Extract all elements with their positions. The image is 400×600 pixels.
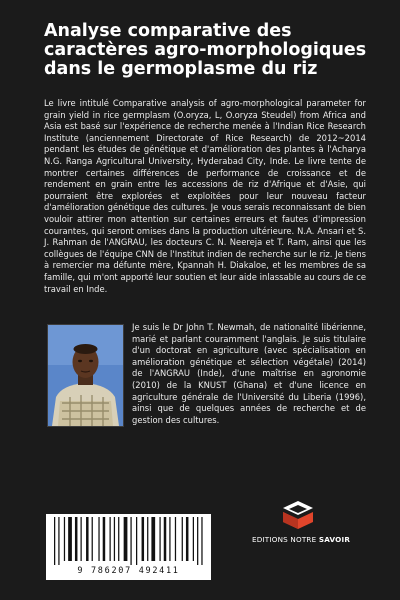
barcode-bar xyxy=(151,517,155,561)
barcode-bar xyxy=(58,517,59,565)
barcode-bar xyxy=(92,517,93,561)
barcode-bar xyxy=(114,517,115,561)
barcode-bar xyxy=(169,517,170,561)
barcode-bar xyxy=(64,517,65,561)
barcode-bar xyxy=(201,517,202,565)
barcode-bar xyxy=(103,517,106,561)
book-title-line: dans le germoplasme du riz xyxy=(44,59,318,79)
barcode-bar xyxy=(147,517,148,561)
publisher-name-prefix: EDITIONS NOTRE xyxy=(252,535,319,544)
author-portrait-icon xyxy=(48,325,123,426)
barcode-bar xyxy=(136,517,137,565)
barcode-bar xyxy=(142,517,145,561)
barcode-bar xyxy=(164,517,167,561)
barcode-bar xyxy=(81,517,82,561)
isbn-number: 9 786207 492411 xyxy=(77,566,180,576)
barcode-bar xyxy=(159,517,160,561)
book-title xyxy=(44,22,374,79)
book-description: Le livre intitulé Comparative analysis of agro-morphological parameter for grain yield in rice germplasm (O.oryza, L, O.oryza Steudel) from Africa and Asia est basé sur l'expérience de recherche menée à l'Indian Rice Research Institute (anciennement Directorate of Rice Research) de 2012~2014 pendant les études de génétique et d'amélioration des plantes à l'Acharya N.G. Ranga Agricultural University, Hyderabad City, Inde. Le livre tente de montrer certaines différences de performance de croissance et de rendement en grain entre les accessions de riz d'Afrique et d'Asie, qui pourraient être explorées et exploitées pour leur nouveau facteur d'amélioration génétique des cultures. Je vous serais reconnaissant de bien vouloir attirer mon attention sur certaines erreurs et fautes d'impression courantes, qui seront omises dans la production ultérieure. N.A. Ansari et S. J. Rahman de l'ANGRAU, les docteurs C. N. Neereja et T. Ram, ainsi que les collègues de l'équipe CNN de l'Institut indien de recherche sur le riz. Je tiens à remercier ma défunte mère, Kpannah H. Diakaloe, et les membres de sa famille, qui m'ont apporté leur soutien et leur aide inlassable au cours de ce travail en Inde. xyxy=(44,98,366,294)
book-title-line: Analyse comparative des xyxy=(44,21,292,41)
barcode-bar xyxy=(186,517,189,561)
publisher-logo xyxy=(252,500,351,552)
barcode-bar xyxy=(197,517,198,565)
barcode-bar xyxy=(193,517,194,561)
publisher-name-highlight: SAVOIR xyxy=(318,535,351,544)
publisher-logo-icon xyxy=(280,500,316,530)
publisher-name xyxy=(252,535,351,544)
author-bio: Je suis le Dr John T. Newmah, de nationalité libérienne, marié et parlant couramment l'anglais. Je suis titulaire d'un doctorat en agriculture (avec spécialisation en amélioration génétique et sélection végétale) (2014) de l'ANGRAU (Inde), d'une maîtrise en agronomie (2010) de la KNUST (Ghana) et d'une licence en agriculture générale de l'Université du Liberia (1996), ainsi que de quelques années de recherche et de gestion des cultures. xyxy=(132,322,366,425)
barcode-bar xyxy=(118,517,119,561)
barcode-bar xyxy=(182,517,183,561)
barcode-bar xyxy=(124,517,128,561)
author-photo xyxy=(47,324,124,427)
barcode-bar xyxy=(68,517,72,561)
barcode-bar xyxy=(130,517,131,565)
barcode xyxy=(46,514,211,580)
barcode-bar xyxy=(54,517,55,565)
barcode-bar xyxy=(110,517,111,561)
barcode-bar xyxy=(86,517,89,561)
barcode-bar xyxy=(98,517,99,561)
barcode-bars-icon xyxy=(50,517,207,565)
book-title-line: caractères agro-morphologiques xyxy=(44,40,367,60)
barcode-bar xyxy=(75,517,78,561)
barcode-bar xyxy=(175,517,176,561)
